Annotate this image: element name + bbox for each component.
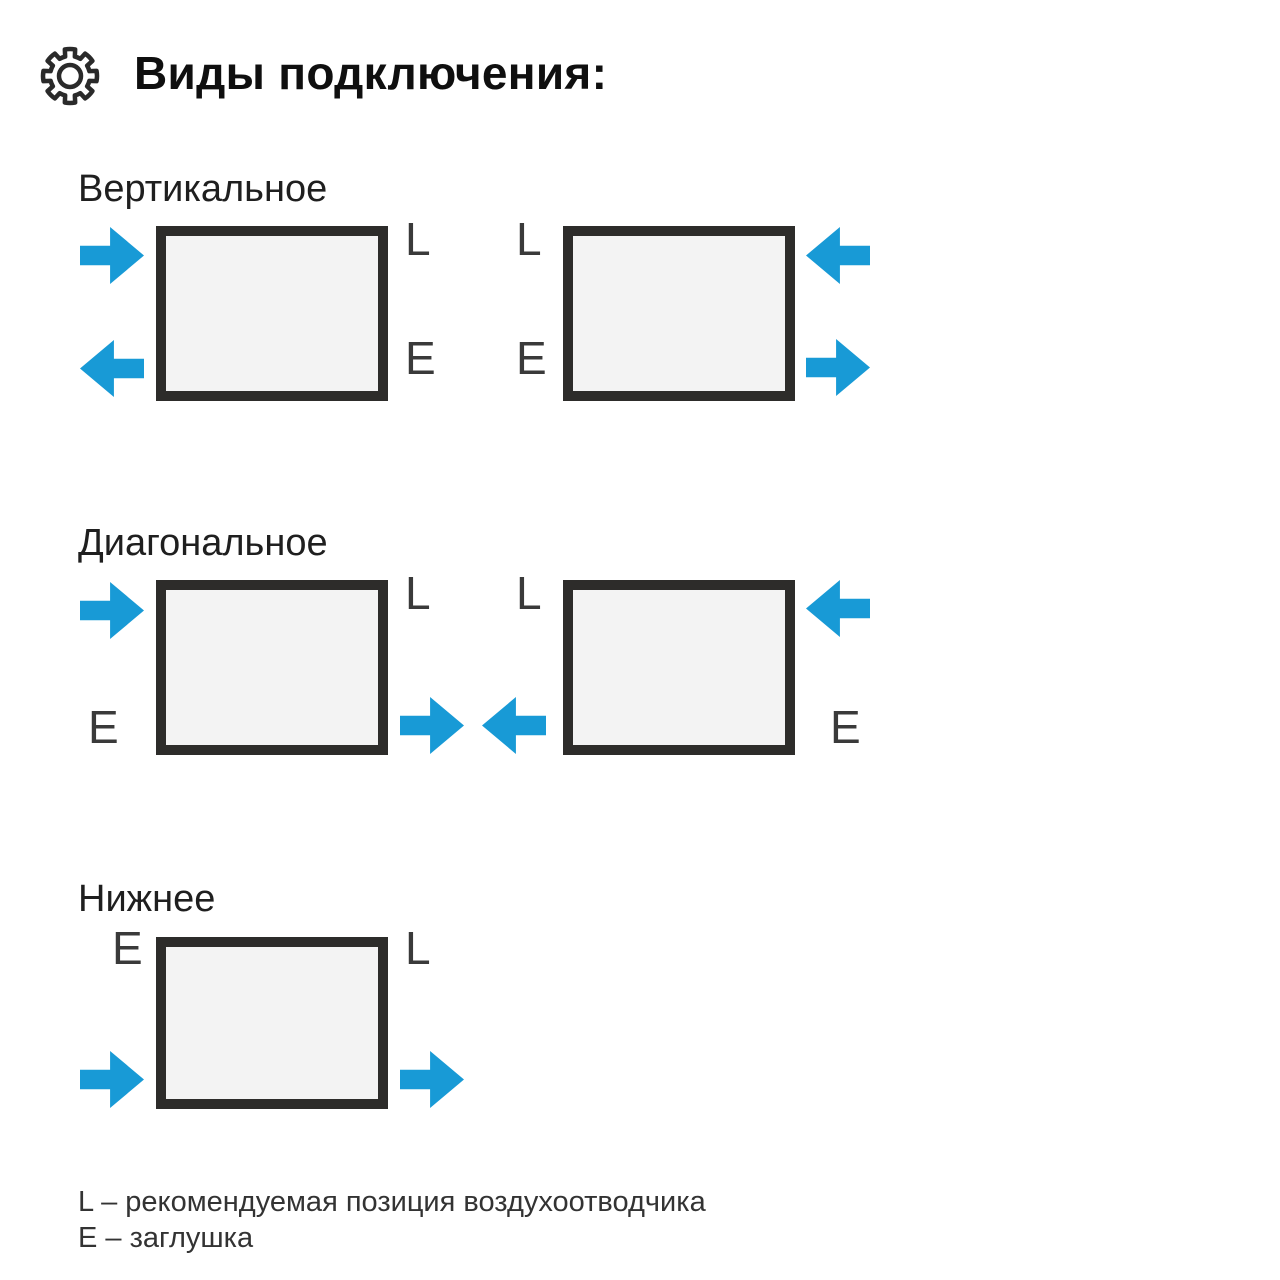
plug-port-label: E [405,332,436,384]
inflow-arrow-icon [80,1051,144,1108]
inflow-arrow-icon [80,582,144,639]
vent-port-label: L [405,922,431,974]
radiator-box [563,226,795,401]
outflow-arrow-icon [80,340,144,397]
legend-plug-line: E – заглушка [78,1222,254,1254]
section-title-vertical: Вертикальное [78,168,328,210]
outflow-arrow-icon [400,1051,464,1108]
section-title-bottom: Нижнее [78,878,216,920]
outflow-arrow-icon [482,697,546,754]
plug-port-label: E [516,332,547,384]
page-title: Виды подключения: [134,47,608,99]
radiator-box [156,937,388,1109]
inflow-arrow-icon [806,580,870,637]
vent-port-label: L [516,567,542,619]
inflow-arrow-icon [80,227,144,284]
plug-port-label: E [830,701,861,753]
vent-port-label: L [516,213,542,265]
plug-port-label: E [88,701,119,753]
radiator-box [563,580,795,755]
outflow-arrow-icon [806,339,870,396]
vent-port-label: L [405,213,431,265]
vent-port-label: L [405,567,431,619]
legend-vent-line: L – рекомендуемая позиция воздухоотводчика [78,1186,706,1218]
radiator-box [156,226,388,401]
section-title-diagonal: Диагональное [78,522,328,564]
radiator-box [156,580,388,755]
gear-icon [38,44,102,108]
outflow-arrow-icon [400,697,464,754]
plug-port-label: E [112,922,143,974]
inflow-arrow-icon [806,227,870,284]
